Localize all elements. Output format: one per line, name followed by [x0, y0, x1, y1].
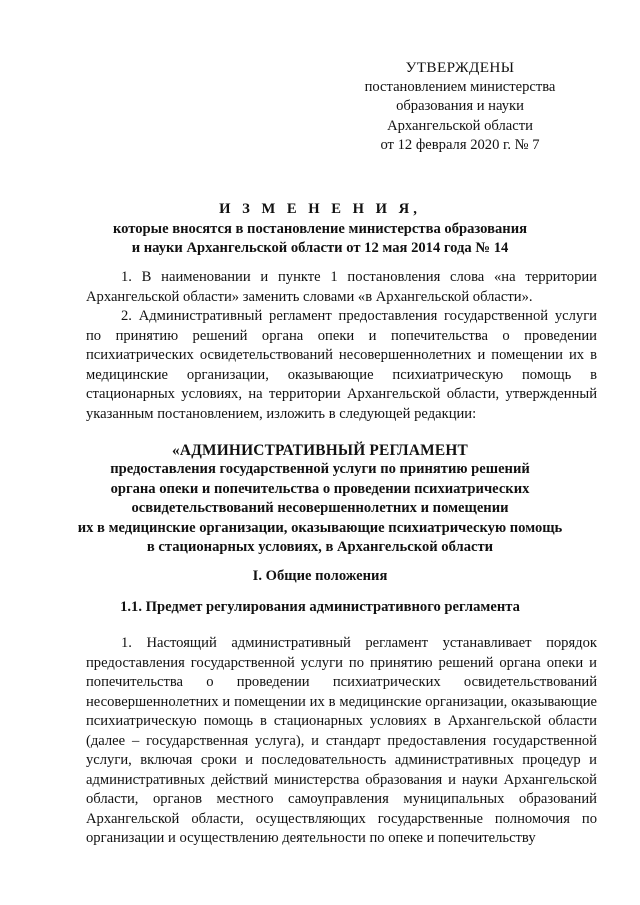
section-heading: I. Общие положения [252, 568, 388, 584]
changes-subtitle: которые вносятся в постановление министерства образования [112, 220, 528, 237]
approval-line: Архангельской области [387, 117, 533, 134]
regulation-heading: «АДМИНИСТРАТИВНЫЙ РЕГЛАМЕНТ [172, 442, 468, 459]
section-paragraph-1: 1. Настоящий административный регламент устанавливает порядок предоставления государственной услуги по принятию решений органа опеки и попечительства о проведении психиатрических освидетельствований несовершеннолетних и помещении их в медицинские организации, оказывающие психиатрическую помощь в стационарных условиях в Архангельской области (далее – государственная услуга), и стандарт предоставления государственной услуги, включая сроки и последовательность административных процедур и административных действий министерства образования и науки Архангельской области, органов местного самоуправления муниципальных образований Архангельской области, осуществляющих государственные полномочия по организации и осуществлению деятельности по опеке и попечительству [86, 635, 597, 847]
subsection-heading: 1.1. Предмет регулирования административного регламента [120, 599, 520, 615]
approval-line: постановлением министерства [364, 78, 556, 95]
regulation-title-line: предоставления государственной услуги по принятию решений [110, 461, 530, 478]
regulation-title-line: органа опеки и попечительства о проведении психиатрических [110, 480, 530, 497]
approval-date: от 12 февраля 2020 г. № 7 [380, 137, 540, 154]
amendments-body [86, 268, 597, 424]
approval-line: образования и науки [396, 98, 524, 115]
approval-heading: УТВЕРЖДЕНЫ [405, 59, 515, 76]
changes-title: И З М Е Н Е Н И Я, [219, 201, 421, 217]
regulation-title-line: освидетельствований несовершеннолетних и помещении [131, 500, 509, 517]
paragraph-1: 1. В наименовании и пункте 1 постановления слова «на территории Архангельской области» заменить словами «в Архангельской области». [86, 269, 597, 305]
changes-subtitle: и науки Архангельской области от 12 мая 2014 года № 14 [131, 240, 509, 257]
regulation-title-block [60, 441, 580, 557]
section-body [86, 634, 597, 849]
regulation-title-line: их в медицинские организации, оказывающие психиатрическую помощь [77, 519, 563, 536]
paragraph-2: 2. Административный регламент предоставления государственной услуги по принятию решений органа опеки и попечительства о проведении психиатрических освидетельствований несовершеннолетних и помещении их в медицинские организации, оказывающие психиатрическую помощь в стационарных условиях, на территории Архангельской области, утвержденный указанным постановлением, изложить в следующей редакции: [86, 308, 597, 422]
changes-title-block [90, 200, 550, 259]
regulation-title-line: в стационарных условиях, в Архангельской области [146, 539, 494, 556]
approval-stamp [340, 58, 580, 156]
